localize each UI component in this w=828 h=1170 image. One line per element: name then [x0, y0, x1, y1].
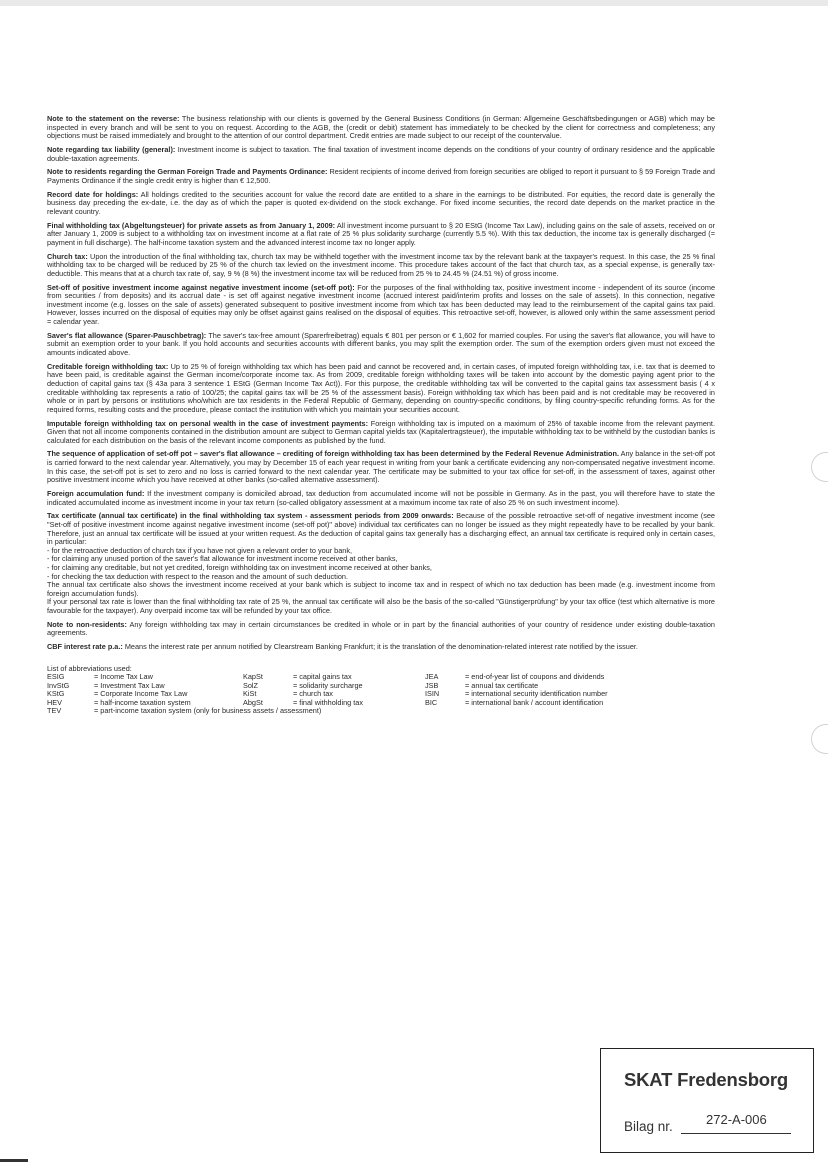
- abbr-term: KapSt: [243, 672, 263, 682]
- abbr-meaning: = international bank / account identification: [465, 697, 604, 707]
- abbr-meaning: = part-income taxation system (only for business assets / assessment): [94, 705, 322, 715]
- tax-cert-tail: If your personal tax rate is lower than the final withholding tax rate of 25 %, the annual tax certificate will also be the basis of the so-called "Günstigerprüfung" by your tax office (test which alternative is more favourable for the taxpayer). Any overpaid income tax will be refunded by your tax office.: [47, 597, 715, 615]
- stamp-title: SKAT Fredensborg: [624, 1069, 788, 1090]
- paragraph-final-withholding: Final withholding tax (Abgeltungsteuer) for private assets as from January 1, 2009: All investment income pursuant to § 20 EStG (Income Tax Law), including gains on the sale of assets, received on or after January 1, 2009 is subject to a withholding tax on investment income at a flat rate of 25 % plus solidarity surcharge (currently 5.5 %). With this tax deduction, the income tax is generally discharged (= payment in full discharge). The half-income taxation system and the advanced interest income tax no longer apply.: [47, 220, 715, 247]
- abbr-term: ESIG: [47, 672, 65, 682]
- tax-cert-item: - for claiming any creditable, but not yet credited, foreign withholding tax on investment income received at other banks,: [47, 562, 432, 572]
- punch-hole-mark: [811, 452, 828, 482]
- abbr-meaning: = final withholding tax: [293, 697, 363, 707]
- paragraph-imputable-tax: Imputable foreign withholding tax on personal wealth in the case of investment payments: Foreign withholding tax is imputed on a maximum of 25% of taxable income from the relevant payment. Given that not all income components contained in the distribution amount are subject to German capital yields tax (Kapitalertragsteuer), the imputable withholding tax to be withheld by the custodian banks is calculated for each distribution on the basis of the relevant income components as published by the fund.: [47, 418, 715, 445]
- paragraph-statement: Note to the statement on the reverse: The business relationship with our clients is governed by the General Business Conditions (in German: Allgemeine Geschäftsbedingungen or AGB) which may be inspected in every branch and will be sent to you on request. According to the AGB, the (credit or debit) statement has immediately to be checked by the client for correctness and completeness; any objections must be raised immediately and brought to the attention of our control department. Credit entries are made subject to our receipt of the countervalue.: [47, 114, 715, 141]
- tax-cert-tail: The annual tax certificate also shows the investment income received at your bank which is subject to income tax and in respect of which no tax deduction has been made (e.g. investment income from foreign accumulation funds).: [47, 580, 715, 598]
- abbr-meaning: = church tax: [293, 689, 333, 699]
- stamp-underline: [681, 1133, 791, 1134]
- paragraph-savers-allowance: Saver's flat allowance (Sparer-Pauschbetrag): The saver's tax-free amount (Sparerfreibetrag) equals € 801 per person or € 1,602 for married couples. For using the saver's flat allowance, you will have to submit an exemption order to your bank. If you hold accounts and securities accounts with different banks, you may split the exemption order. The sum of the exemption orders given must not exceed the amounts indicated above.: [47, 330, 715, 357]
- stamp-label: Bilag nr.: [624, 1119, 673, 1134]
- paragraph-foreign-trade: Note to residents regarding the German Foreign Trade and Payments Ordinance: Resident recipients of income derived from foreign securities are obliged to report it pursuant to § 59 Foreign Trade and Payments Ordinance if the single credit entry is higher than € 12,500.: [47, 167, 715, 185]
- paragraph-non-residents: Note to non-residents: Any foreign withholding tax may in certain circumstances be credited in whole or in part by the financial authorities of your country of residence under existing double-taxation agreements.: [47, 619, 715, 638]
- paragraph-record-date: Record date for holdings: All holdings credited to the securities account for value the record date are entitled to a share in the earnings to be distributed. For equities, the record date is generally the business day preceding the ex-date, i.e. the day as of which the paper is quoted ex-dividend on the stock exchange. For fixed income securities, the record date depends on the market practice in the relevant country.: [47, 189, 715, 216]
- abbr-term: InvStG: [47, 680, 70, 690]
- abbr-term: JEA: [425, 672, 439, 682]
- abbreviations-title: List of abbreviations used:: [47, 663, 132, 673]
- paragraph-accumulation-fund: Foreign accumulation fund: If the investment company is domiciled abroad, tax deduction from accumulated income will not be possible in Germany. As in the past, you will therefore have to state the indicated accumulated income as investment income in your tax return (so-called obligatory assessment at a maximum income tax rate of also 25 % on such investment income).: [47, 489, 715, 507]
- paragraph-cbf-interest: CBF interest rate p.a.: Means the interest rate per annum notified by Clearstream Banking Frankfurt; it is the translation of the denomination-related interest rate notified by the issuer.: [47, 642, 638, 652]
- abbr-meaning: = international security identification number: [465, 689, 608, 699]
- abbr-term: ISIN: [425, 689, 440, 699]
- paragraph-set-off: Set-off of positive investment income against negative investment income (set-off pot): For the purposes of the final withholding tax, positive investment income - independent of its source (income from securities / from deposits) and its accrual date - is set off against negative investment income (accrued interest paid/interim profits and losses on the sale of assets). In this connection, negative investment income (e.g. losses on the sale of assets) generated subsequent to positive investment income from which tax has been deducted may lead to the reimbursement of the capital gains tax paid. However, losses incurred on the disposal of equities may only be offset against gains realised on the disposal of equities. This retroactive set-off, however, is allowed only within the same assessment period = calendar year.: [47, 282, 716, 326]
- abbr-term: JSB: [425, 680, 439, 690]
- stamp-value: 272-A-006: [706, 1112, 767, 1127]
- abbr-meaning: = Corporate Income Tax Law: [94, 689, 188, 699]
- abbr-term: TEV: [47, 705, 62, 715]
- paragraph-tax-certificate: Tax certificate (annual tax certificate) in the final withholding tax system - assessment periods from 2009 onwards: Because of the possible retroactive set-off of negative investment income (see "Set-off of positive investment income against negative investment income (set-off pot)" above) individual tax certificates can no longer be issued as they might repeatedly have to be recalled by your bank. Therefore, just an annual tax certificate will be issued at your written request. As the deduction of capital gains tax generally has a discharging effect, an annual tax certificate is required only in certain cases, in particular: - for the retroactive deduction of church tax if you have not given a relevant order to your bank, - for claiming any unused portion of the saver's flat allowance for investment income received at other banks, - for claiming any creditable, but not yet credited, foreign withholding tax on investment income received at other banks, - for checking the tax deduction with respect to the reason and the amount of such deduction. The annual tax certificate also shows the investment income received at your bank which is subject to income tax and in respect of which no tax deduction has been made (e.g. investment income from foreign accumulation funds). If your personal tax rate is lower than the final withholding tax rate of 25 %, the annual tax certificate will also be the basis of the so-called "Günstigerprüfung" by your tax office (test which alternative is more favourable for the taxpayer). Any overpaid income tax will be refunded by your tax office.: [47, 511, 715, 615]
- tax-cert-item: - for checking the tax deduction with respect to the reason and the amount of such deduction.: [47, 571, 348, 581]
- paragraph-tax-liability: Note regarding tax liability (general): Investment income is subject to taxation. The final taxation of investment income depends on the conditions of your country of ordinary residence and the applicable double-taxation agreements.: [47, 144, 715, 163]
- punch-hole-mark: [811, 724, 828, 754]
- abbr-meaning: = annual tax certificate: [465, 680, 539, 690]
- paragraph-creditable-tax: Creditable foreign withholding tax: Up to 25 % of foreign withholding tax which has been paid and cannot be recovered and, in certain cases, of imputed foreign withholding tax, i.e. tax that is deemed to have been paid, is creditable against the German income/corporate income tax. As from 2009, creditable foreign withholding taxes will be taken into account by the domestic paying agent prior to the deduction of capital gains tax (§ 43a para 3 sentence 1 EStG (German Income Tax Act)). For this purpose, the creditable withholding tax will be converted to the capital gains tax assessment basis ( 4 x creditable withholding tax represents a ratio of 100/25; the capital gains tax will be 25 % of the assessment basis). Foreign withholding tax which has been paid and is not creditable may be recovered in whole or in part by persons or institutions who/which are tax residents in the Federal Republic of Germany, depending on country-specific conditions, by filing country-specific refunding forms. As for the required forms, resulting costs and the procedure, please contact the institution with which you maintain your securities account.: [47, 361, 715, 414]
- abbr-term: KStG: [47, 689, 65, 699]
- abbr-term: BIC: [425, 697, 438, 707]
- abbr-term: SolZ: [243, 680, 259, 690]
- paragraph-church-tax: Church tax: Upon the introduction of the final withholding tax, church tax may be withheld together with the investment income tax by the relevant bank at the taxpayer's request. In this case, the 25 % final withholding tax to be charged will be reduced by 25 % of the church tax levied on the investment income. This procedure takes account of the fact that church tax, as a special expense, is generally tax-deductible. This means that at a church tax rate of, say, 9 % (8 %) the investment income tax will be reduced from 25 % to 24.45 % (24.51 %) of gross income.: [47, 251, 715, 278]
- abbr-meaning: = half-income taxation system: [94, 697, 191, 707]
- document-body: [47, 115, 715, 715]
- abbr-meaning: = end-of-year list of coupons and dividends: [465, 672, 605, 682]
- paragraph-sequence: The sequence of application of set-off pot – saver's flat allowance – crediting of foreign withholding tax has been determined by the Federal Revenue Administration. Any balance in the set-off pot is carried forward to the next calendar year. Alternatively, you may by December 15 of each year request in writing from your bank a certificate evidencing any non-compensated negative investment income. In this case, the set-off pot is set to zero and no loss is carried forward to the next calendar year. The certificate may be submitted to your tax office for set-off, in the assessment of taxes, against other positive investment income which you have received at other banks (so-called alternative assessment).: [47, 449, 716, 485]
- top-edge: [0, 0, 828, 6]
- bottom-edge-mark: [0, 1159, 28, 1162]
- abbr-term: KiSt: [243, 689, 257, 699]
- abbr-term: HEV: [47, 697, 63, 707]
- abbr-meaning: = Investment Tax Law: [94, 680, 165, 690]
- abbr-term: AbgSt: [243, 697, 263, 707]
- abbr-meaning: = Income Tax Law: [94, 672, 153, 682]
- abbr-meaning: = solidarity surcharge: [293, 680, 363, 690]
- tax-cert-item: - for the retroactive deduction of church tax if you have not given a relevant order to your bank,: [47, 545, 353, 555]
- abbr-meaning: = capital gains tax: [293, 672, 352, 682]
- tax-cert-item: - for claiming any unused portion of the saver's flat allowance for investment income received at other banks,: [47, 554, 398, 564]
- skat-stamp: [600, 1048, 814, 1153]
- abbreviations-table: [47, 673, 715, 715]
